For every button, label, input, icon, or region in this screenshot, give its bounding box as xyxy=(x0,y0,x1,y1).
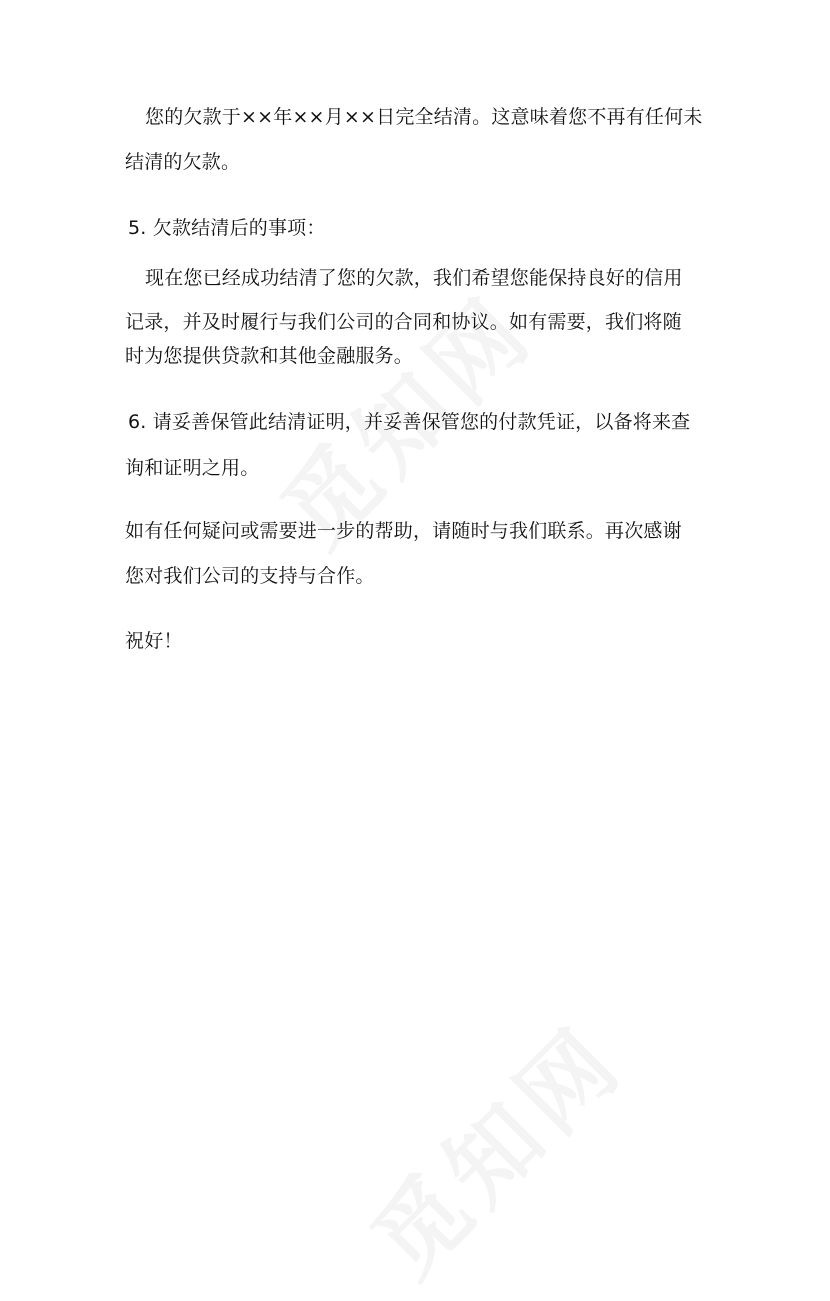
paragraph-line: 您的欠款于××年××月××日完全结清。这意味着您不再有任何未 xyxy=(145,106,703,128)
watermark xyxy=(338,991,648,1301)
section-item: 6. 请妥善保管此结清证明，并妥善保管您的付款凭证，以备将来查 xyxy=(128,411,691,433)
closing-line: 如有任何疑问或需要进一步的帮助，请随时与我们联系。再次感谢 xyxy=(125,520,682,542)
paragraph-line: 现在您已经成功结清了您的欠款，我们希望您能保持良好的信用 xyxy=(145,267,683,289)
paragraph-line: 结清的欠款。 xyxy=(125,151,241,173)
paragraph-line: 时为您提供贷款和其他金融服务。 xyxy=(125,345,414,367)
paragraph-line: 记录，并及时履行与我们公司的合同和协议。如有需要，我们将随 xyxy=(125,311,682,333)
sign-off: 祝好！ xyxy=(125,630,183,652)
closing-line: 您对我们公司的支持与合作。 xyxy=(125,565,375,587)
section-heading: 5. 欠款结清后的事项： xyxy=(128,217,326,239)
paragraph-line: 询和证明之用。 xyxy=(125,457,260,479)
